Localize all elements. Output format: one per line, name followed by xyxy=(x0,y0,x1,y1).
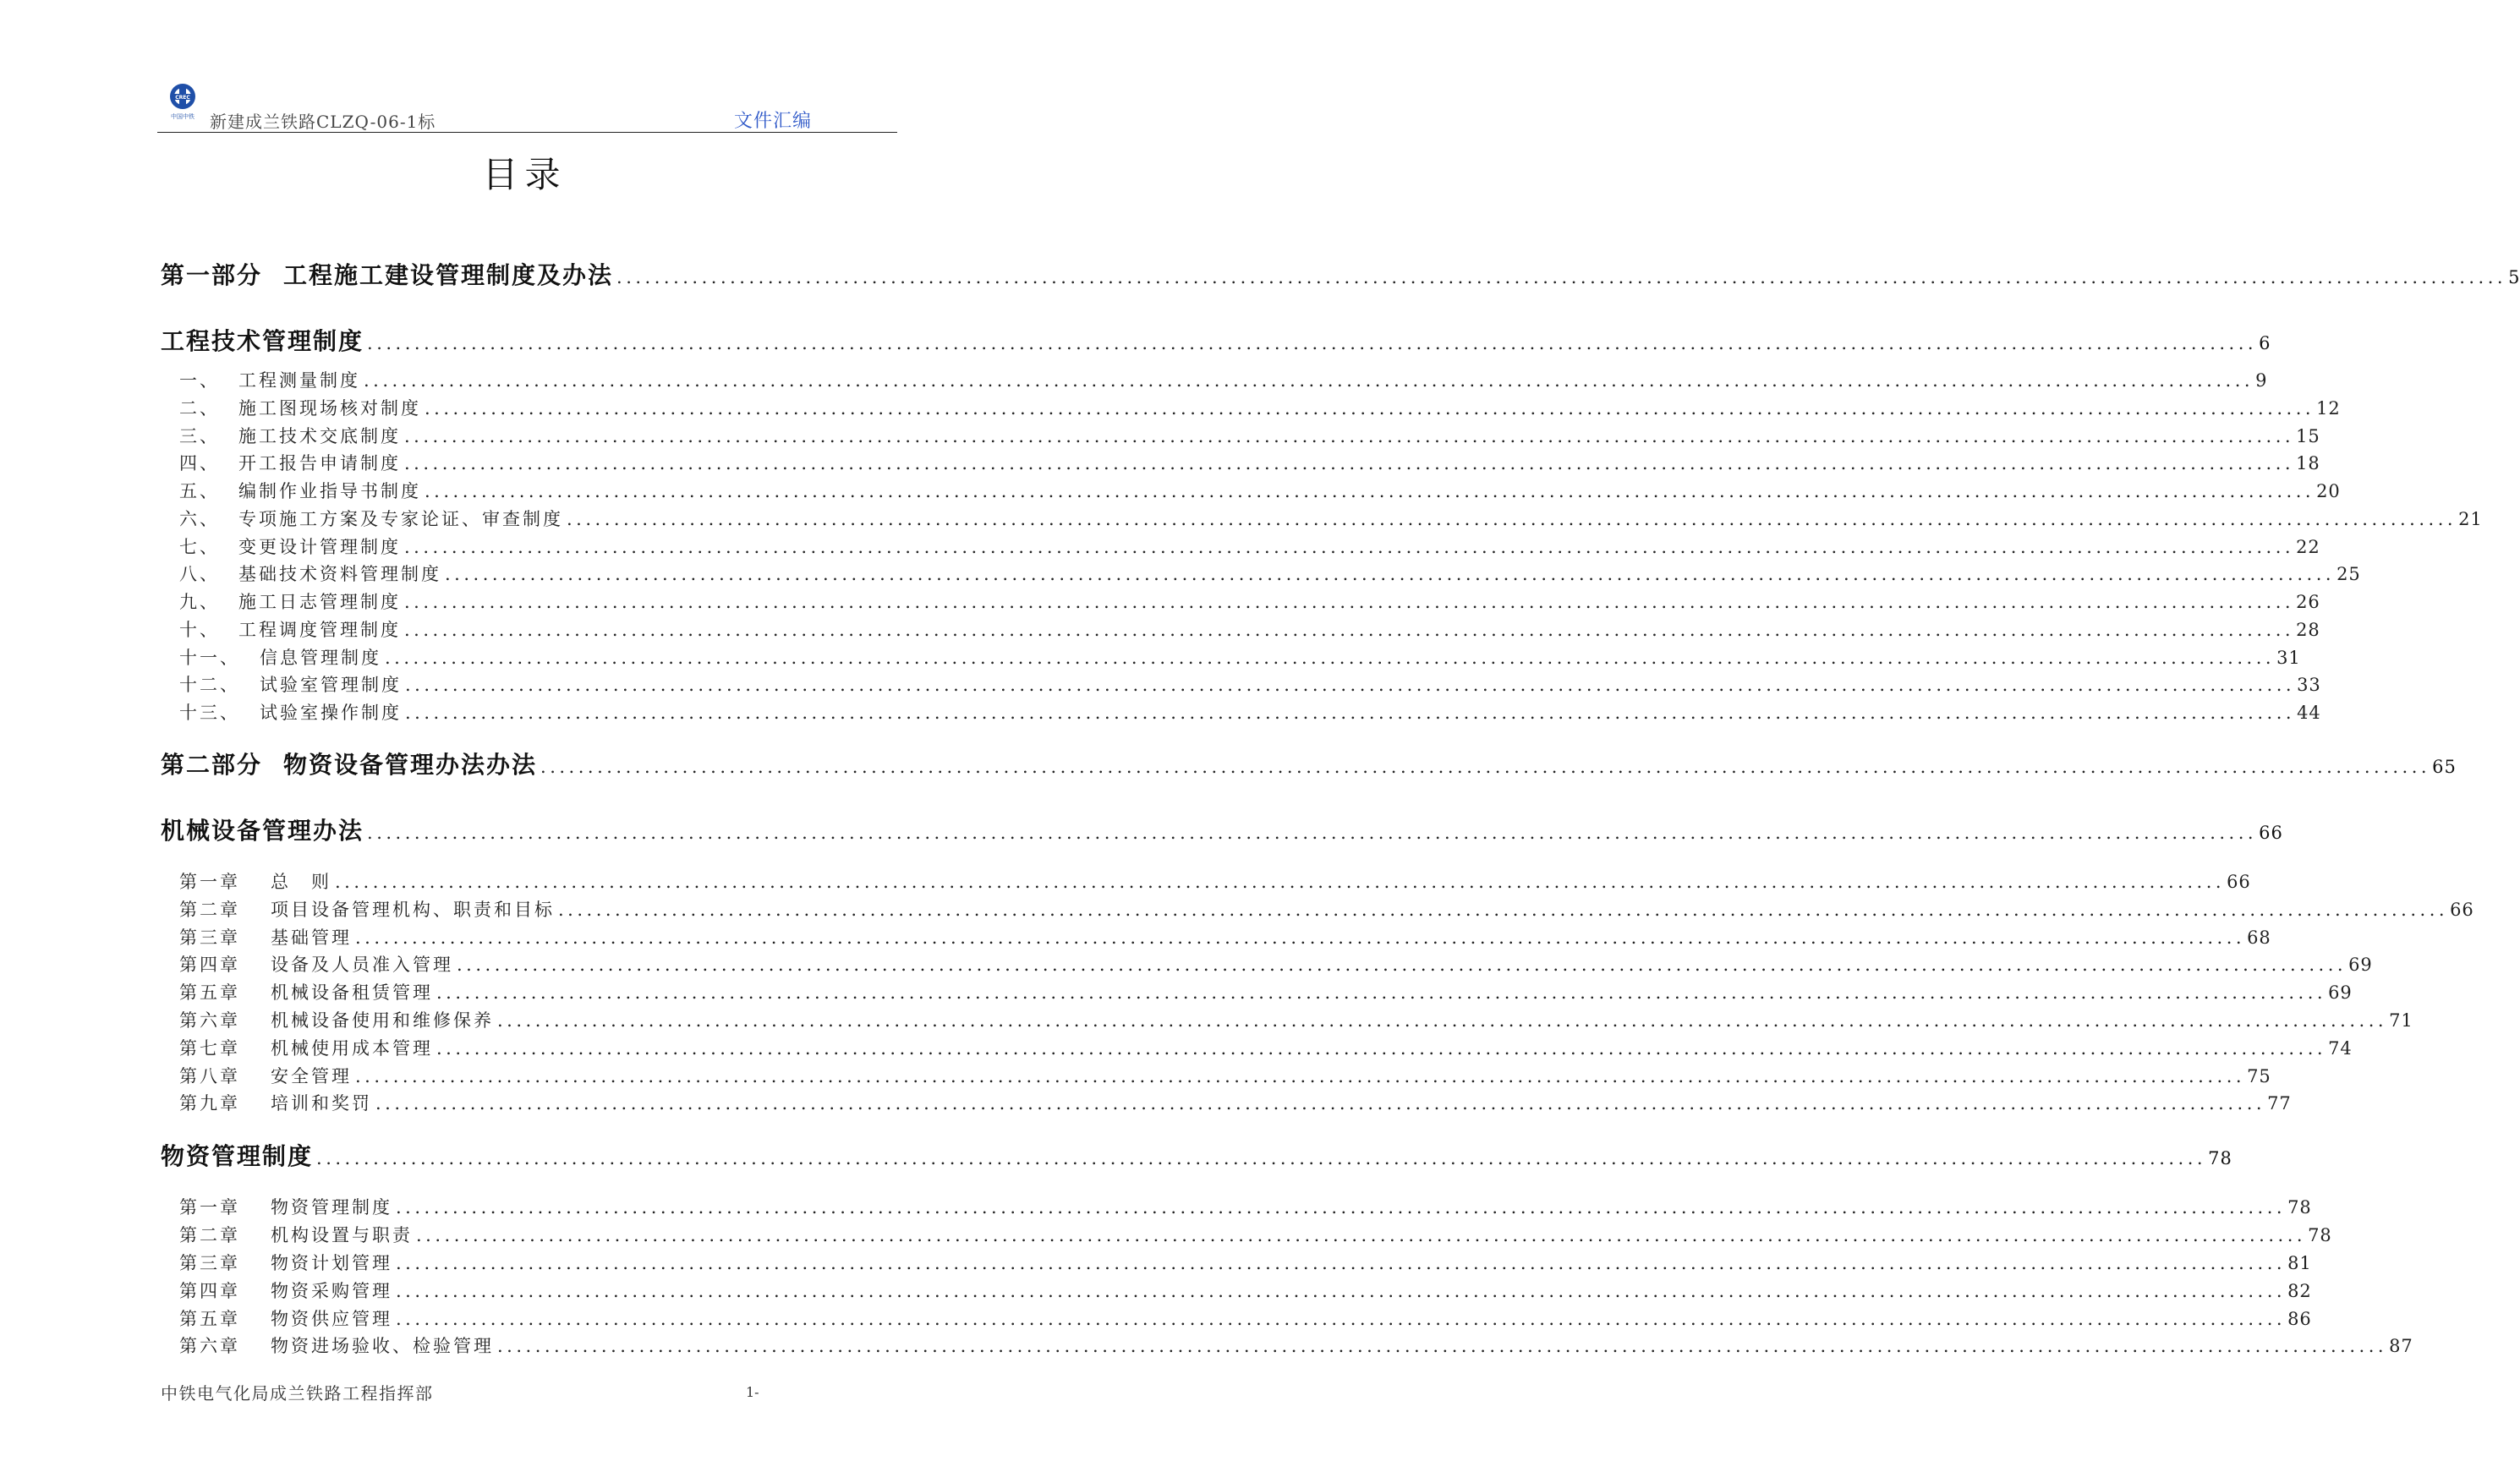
toc-entry[interactable] xyxy=(179,644,2301,670)
toc-entry[interactable] xyxy=(179,671,2321,697)
logo-caption: 中国中铁 xyxy=(171,113,194,120)
toc-entry-page: 66 xyxy=(2227,872,2251,892)
toc-entry-number: 二、 xyxy=(179,398,220,419)
toc-entry-title: 物资采购管理 xyxy=(271,1281,392,1301)
toc-entry-title: 工程测量制度 xyxy=(238,370,360,391)
toc-dot-leader: ........................................................................................................................................................................................................ xyxy=(396,1253,2287,1273)
toc-entry-page: 69 xyxy=(2348,955,2373,975)
toc-entry-title: 基础管理 xyxy=(271,928,352,948)
toc-entry-number: 第三章 xyxy=(179,928,240,948)
toc-entry[interactable] xyxy=(179,924,2271,949)
toc-entry-page: 65 xyxy=(2432,757,2457,777)
toc-entry-page: 12 xyxy=(2316,398,2341,419)
toc-entry-number: 第九章 xyxy=(179,1093,240,1114)
toc-entry-page: 6 xyxy=(2259,333,2271,353)
toc-dot-leader: ........................................................................................................................................................................................................ xyxy=(497,1010,2388,1031)
toc-entry-number: 第七章 xyxy=(179,1038,240,1059)
toc-entry-number: 九、 xyxy=(179,592,220,612)
toc-dot-leader: ........................................................................................................................................................................................................ xyxy=(567,509,2457,529)
toc-entry-title: 物资供应管理 xyxy=(271,1309,392,1329)
toc-entry-title: 机构设置与职责 xyxy=(271,1225,413,1245)
toc-entry-page: 78 xyxy=(2287,1197,2312,1218)
toc-entry-title: 物资进场验收、检验管理 xyxy=(271,1336,494,1356)
toc-entry[interactable] xyxy=(179,478,2341,503)
toc-entry[interactable] xyxy=(179,534,2320,559)
toc-dot-leader: ........................................................................................................................................................................................................ xyxy=(355,928,2246,948)
toc-entry-number: 十三、 xyxy=(179,703,240,723)
toc-entry-number: 第一部分 xyxy=(161,261,263,289)
toc-dot-leader: ........................................................................................................................................................................................................ xyxy=(404,537,2295,557)
toc-entry[interactable] xyxy=(179,367,2268,392)
toc-entry-title: 培训和奖罚 xyxy=(271,1093,372,1114)
toc-dot-leader: ........................................................................................................................................................................................................ xyxy=(616,267,2507,287)
toc-entry-number: 十一、 xyxy=(179,648,240,668)
toc-entry-title: 机械设备管理办法 xyxy=(161,817,364,845)
toc-entry-title: 编制作业指导书制度 xyxy=(238,481,421,501)
toc-entry-number: 十二、 xyxy=(179,675,240,695)
toc-entry-title: 物资管理制度 xyxy=(271,1197,392,1218)
toc-dot-leader: ........................................................................................................................................................................................................ xyxy=(367,333,2258,353)
toc-entry-title: 物资计划管理 xyxy=(271,1253,392,1273)
toc-entry-number: 第四章 xyxy=(179,955,240,975)
toc-dot-leader: ........................................................................................................................................................................................................ xyxy=(425,398,2315,419)
toc-entry-title: 变更设计管理制度 xyxy=(238,537,401,557)
toc-entry[interactable] xyxy=(179,1278,2312,1303)
toc-entry-number: 第八章 xyxy=(179,1066,240,1086)
footer-organization: 中铁电气化局成兰铁路工程指挥部 xyxy=(161,1383,434,1404)
toc-entry[interactable] xyxy=(179,868,2251,894)
toc-entry-number: 第五章 xyxy=(179,982,240,1003)
toc-dot-leader: ........................................................................................................................................................................................................ xyxy=(404,620,2295,640)
toc-entry-page: 74 xyxy=(2328,1038,2353,1059)
toc-entry-page: 31 xyxy=(2276,648,2301,668)
toc-dot-leader: ........................................................................................................................................................................................................ xyxy=(404,453,2295,473)
toc-entry[interactable] xyxy=(179,395,2341,420)
toc-dot-leader: ........................................................................................................................................................................................................ xyxy=(367,823,2258,843)
toc-entry-number: 四、 xyxy=(179,453,220,473)
toc-dot-leader: ........................................................................................................................................................................................................ xyxy=(405,703,2296,723)
toc-dot-leader: ........................................................................................................................................................................................................ xyxy=(425,481,2315,501)
toc-entry[interactable] xyxy=(161,1138,2232,1172)
toc-entry[interactable] xyxy=(179,506,2483,531)
toc-dot-leader: ........................................................................................................................................................................................................ xyxy=(436,982,2327,1003)
toc-entry-page: 15 xyxy=(2296,426,2320,446)
toc-entry-page: 44 xyxy=(2297,703,2321,723)
toc-entry[interactable] xyxy=(179,1035,2353,1060)
toc-entry-page: 78 xyxy=(2308,1225,2332,1245)
toc-entry[interactable] xyxy=(179,616,2320,642)
toc-dot-leader: ........................................................................................................................................................................................................ xyxy=(558,900,2449,920)
toc-entry-number: 第二部分 xyxy=(161,751,263,779)
toc-entry-title: 物资管理制度 xyxy=(161,1142,314,1170)
toc-entry-number: 第五章 xyxy=(179,1309,240,1329)
toc-entry-page: 22 xyxy=(2296,537,2320,557)
toc-entry[interactable] xyxy=(161,257,2520,291)
toc-dot-leader: ........................................................................................................................................................................................................ xyxy=(445,564,2336,584)
toc-entry[interactable] xyxy=(179,979,2353,1004)
toc-entry[interactable] xyxy=(179,561,2361,586)
toc-entry-page: 68 xyxy=(2247,928,2271,948)
toc-dot-leader: ........................................................................................................................................................................................................ xyxy=(396,1309,2287,1329)
toc-entry-title: 机械设备租赁管理 xyxy=(271,982,433,1003)
toc-entry-title: 机械设备使用和维修保养 xyxy=(271,1010,494,1031)
toc-entry[interactable] xyxy=(179,1090,2292,1115)
toc-entry[interactable] xyxy=(161,323,2271,357)
toc-dot-leader: ........................................................................................................................................................................................................ xyxy=(457,955,2347,975)
toc-dot-leader: ........................................................................................................................................................................................................ xyxy=(540,757,2431,777)
toc-entry-number: 五、 xyxy=(179,481,220,501)
toc-entry-page: 21 xyxy=(2458,509,2483,529)
toc-entry-page: 20 xyxy=(2316,481,2341,501)
toc-dot-leader: ........................................................................................................................................................................................................ xyxy=(436,1038,2327,1059)
toc-dot-leader: ........................................................................................................................................................................................................ xyxy=(316,1148,2207,1168)
toc-dot-leader: ........................................................................................................................................................................................................ xyxy=(405,675,2296,695)
toc-entry-page: 82 xyxy=(2287,1281,2312,1301)
toc-entry-number: 十、 xyxy=(179,620,220,640)
toc-entry-page: 33 xyxy=(2297,675,2321,695)
toc-entry-title: 项目设备管理机构、职责和目标 xyxy=(271,900,555,920)
toc-entry[interactable] xyxy=(179,450,2320,475)
toc-dot-leader: ........................................................................................................................................................................................................ xyxy=(385,648,2276,668)
toc-dot-leader: ........................................................................................................................................................................................................ xyxy=(355,1066,2246,1086)
toc-dot-leader: ........................................................................................................................................................................................................ xyxy=(396,1197,2287,1218)
toc-entry[interactable] xyxy=(179,951,2373,977)
toc-entry-page: 18 xyxy=(2296,453,2320,473)
toc-dot-leader: ........................................................................................................................................................................................................ xyxy=(497,1336,2388,1356)
toc-entry-number: 一、 xyxy=(179,370,220,391)
toc-dot-leader: ........................................................................................................................................................................................................ xyxy=(404,426,2295,446)
page-title: 目录 xyxy=(482,154,567,195)
toc-entry-title: 施工图现场核对制度 xyxy=(238,398,421,419)
toc-entry-number: 第四章 xyxy=(179,1281,240,1301)
toc-entry-number: 第一章 xyxy=(179,872,240,892)
toc-entry[interactable] xyxy=(179,1305,2312,1331)
toc-entry-title: 机械使用成本管理 xyxy=(271,1038,433,1059)
toc-entry-number: 七、 xyxy=(179,537,220,557)
toc-entry-page: 28 xyxy=(2296,620,2320,640)
toc-entry[interactable] xyxy=(161,813,2283,846)
toc-entry-title: 基础技术资料管理制度 xyxy=(238,564,441,584)
toc-dot-leader: ........................................................................................................................................................................................................ xyxy=(416,1225,2307,1245)
toc-entry-page: 9 xyxy=(2255,370,2268,391)
toc-entry-number: 六、 xyxy=(179,509,220,529)
toc-entry-page: 5 xyxy=(2508,267,2520,287)
toc-entry-title: 工程调度管理制度 xyxy=(238,620,401,640)
toc-entry-number: 八、 xyxy=(179,564,220,584)
toc-entry-number: 三、 xyxy=(179,426,220,446)
toc-entry-number: 第一章 xyxy=(179,1197,240,1218)
toc-entry-title: 安全管理 xyxy=(271,1066,352,1086)
toc-entry-title: 施工日志管理制度 xyxy=(238,592,401,612)
toc-dot-leader: ........................................................................................................................................................................................................ xyxy=(375,1093,2266,1114)
toc-entry-number: 第二章 xyxy=(179,900,240,920)
header-document-type: 文件汇编 xyxy=(733,111,812,132)
toc-entry-title: 试验室操作制度 xyxy=(260,703,402,723)
toc-entry[interactable] xyxy=(179,1007,2413,1032)
toc-entry-number: 第六章 xyxy=(179,1336,240,1356)
toc-entry[interactable] xyxy=(161,747,2457,780)
toc-entry-page: 26 xyxy=(2296,592,2320,612)
toc-entry-page: 66 xyxy=(2450,900,2474,920)
svg-text:CREC: CREC xyxy=(175,95,190,101)
toc-entry-title: 信息管理制度 xyxy=(260,648,381,668)
toc-dot-leader: ........................................................................................................................................................................................................ xyxy=(396,1281,2287,1301)
toc-entry-title: 总 则 xyxy=(271,872,331,892)
toc-entry[interactable] xyxy=(179,1250,2312,1275)
toc-entry-page: 87 xyxy=(2389,1336,2413,1356)
toc-entry-number: 第三章 xyxy=(179,1253,240,1273)
toc-entry-page: 81 xyxy=(2287,1253,2312,1273)
toc-entry[interactable] xyxy=(179,1222,2332,1247)
toc-entry[interactable] xyxy=(179,588,2320,614)
footer-page-number: 1- xyxy=(746,1384,759,1400)
toc-dot-leader: ........................................................................................................................................................................................................ xyxy=(404,592,2295,612)
toc-entry-page: 77 xyxy=(2267,1093,2292,1114)
toc-entry-title: 试验室管理制度 xyxy=(260,675,402,695)
toc-entry-page: 75 xyxy=(2247,1066,2271,1086)
toc-entry[interactable] xyxy=(179,1333,2413,1358)
toc-entry-number: 第二章 xyxy=(179,1225,240,1245)
toc-entry[interactable] xyxy=(179,1063,2271,1088)
toc-dot-leader: ........................................................................................................................................................................................................ xyxy=(364,370,2254,391)
toc-entry[interactable] xyxy=(179,1194,2312,1219)
toc-entry-page: 86 xyxy=(2287,1309,2312,1329)
toc-entry-title: 物资设备管理办法办法 xyxy=(283,751,538,779)
header-project-name: 新建成兰铁路CLZQ-06-1标 xyxy=(210,112,436,132)
toc-entry-page: 71 xyxy=(2389,1010,2413,1031)
toc-entry[interactable] xyxy=(179,896,2474,922)
toc-entry-title: 施工技术交底制度 xyxy=(238,426,401,446)
toc-entry-number: 第六章 xyxy=(179,1010,240,1031)
toc-entry-page: 69 xyxy=(2328,982,2353,1003)
toc-entry-title: 专项施工方案及专家论证、审查制度 xyxy=(238,509,563,529)
toc-entry-page: 66 xyxy=(2259,823,2283,843)
toc-entry-page: 78 xyxy=(2208,1148,2232,1168)
toc-entry-title: 设备及人员准入管理 xyxy=(271,955,453,975)
toc-entry[interactable] xyxy=(179,699,2321,725)
toc-dot-leader: ........................................................................................................................................................................................................ xyxy=(335,872,2226,892)
toc-entry-title: 工程技术管理制度 xyxy=(161,327,364,355)
toc-entry-title: 工程施工建设管理制度及办法 xyxy=(283,261,614,289)
toc-entry-title: 开工报告申请制度 xyxy=(238,453,401,473)
toc-entry-page: 25 xyxy=(2336,564,2361,584)
toc-entry[interactable] xyxy=(179,423,2320,448)
